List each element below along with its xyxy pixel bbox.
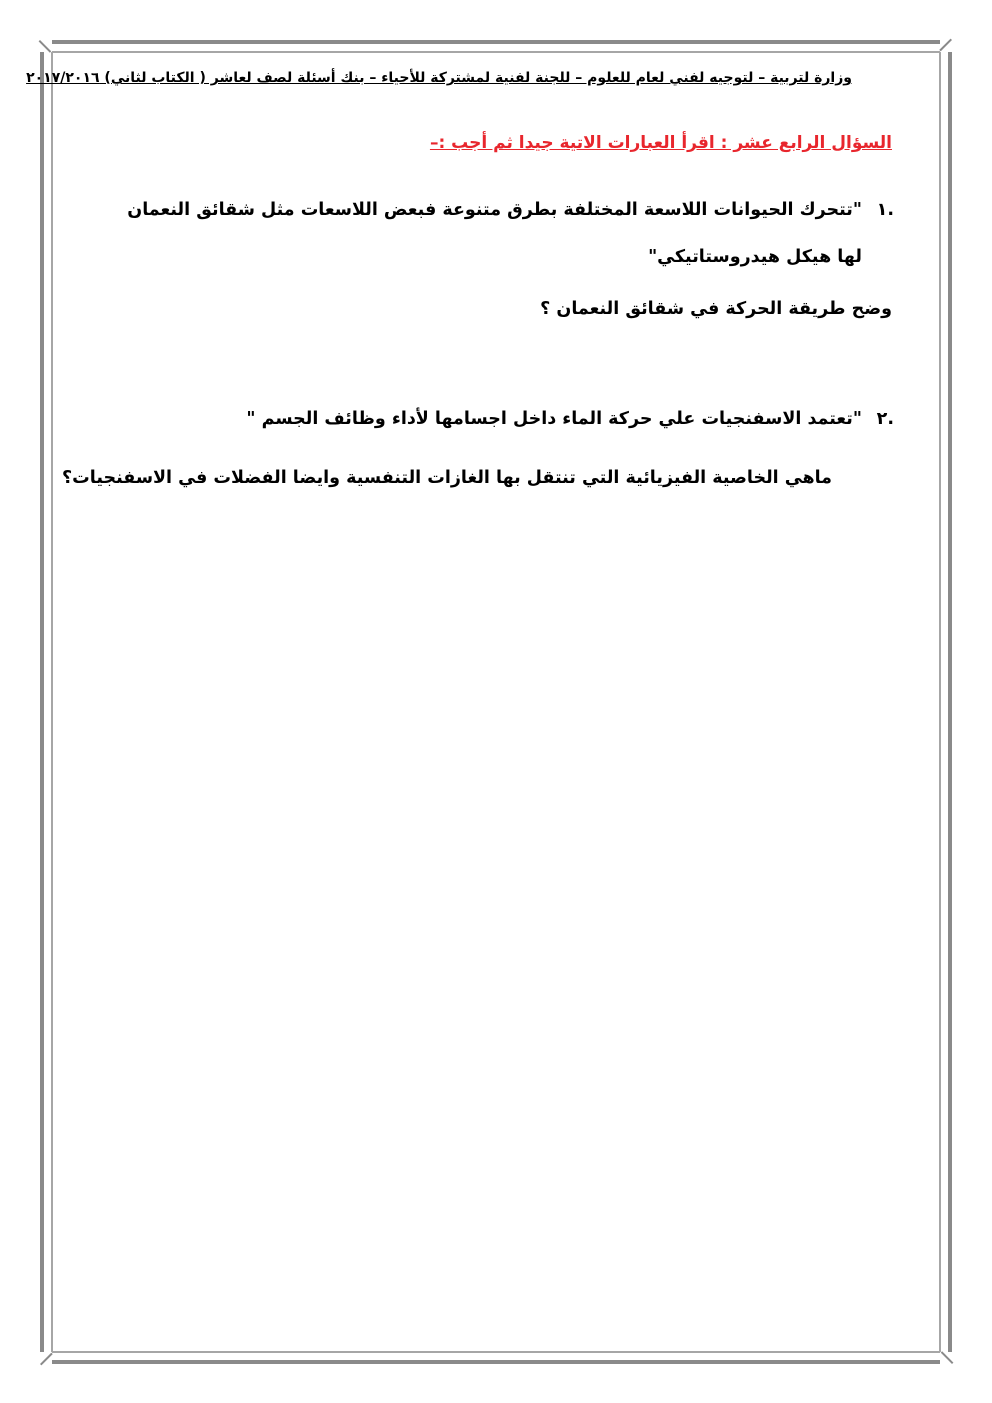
question-1-number: .١ bbox=[876, 200, 894, 220]
page-header: وزارة لتربية – لتوجيه لفني لعام للعلوم – للجنة لفنية لمشتركة للأحياء – بنك أسئلة لصف لعاشر ( الكتاب لثاني) ٢٠١٧/٢٠١٦ bbox=[26, 70, 852, 86]
question-2-ask: ماهي الخاصية الفيزيائية التي تنتقل بها الغازات التنفسية وايضا الفضلات في الاسفنجيات؟ bbox=[62, 468, 832, 488]
question-2-statement: "تعتمد الاسفنجيات علي حركة الماء داخل اجسامها لأداء وظائف الجسم " bbox=[246, 409, 862, 429]
question-2 bbox=[162, 396, 894, 443]
question-2-number: .٢ bbox=[876, 409, 894, 429]
border-corner-bottom-right bbox=[940, 1352, 952, 1364]
question-1 bbox=[110, 187, 894, 281]
border-corner-top-left bbox=[40, 40, 52, 52]
section-title: السؤال الرابع عشر : اقرأ العبارات الاتية جيدا ثم أجب :– bbox=[429, 133, 892, 153]
question-1-ask: وضح طريقة الحركة في شقائق النعمان ؟ bbox=[540, 299, 892, 319]
border-corner-bottom-left bbox=[40, 1352, 52, 1364]
border-corner-top-right bbox=[940, 40, 952, 52]
question-1-statement: "تتحرك الحيوانات اللاسعة المختلفة بطرق متنوعة فبعض اللاسعات مثل شقائق النعمان لها هيكل هيدروستاتيكي" bbox=[127, 200, 862, 267]
